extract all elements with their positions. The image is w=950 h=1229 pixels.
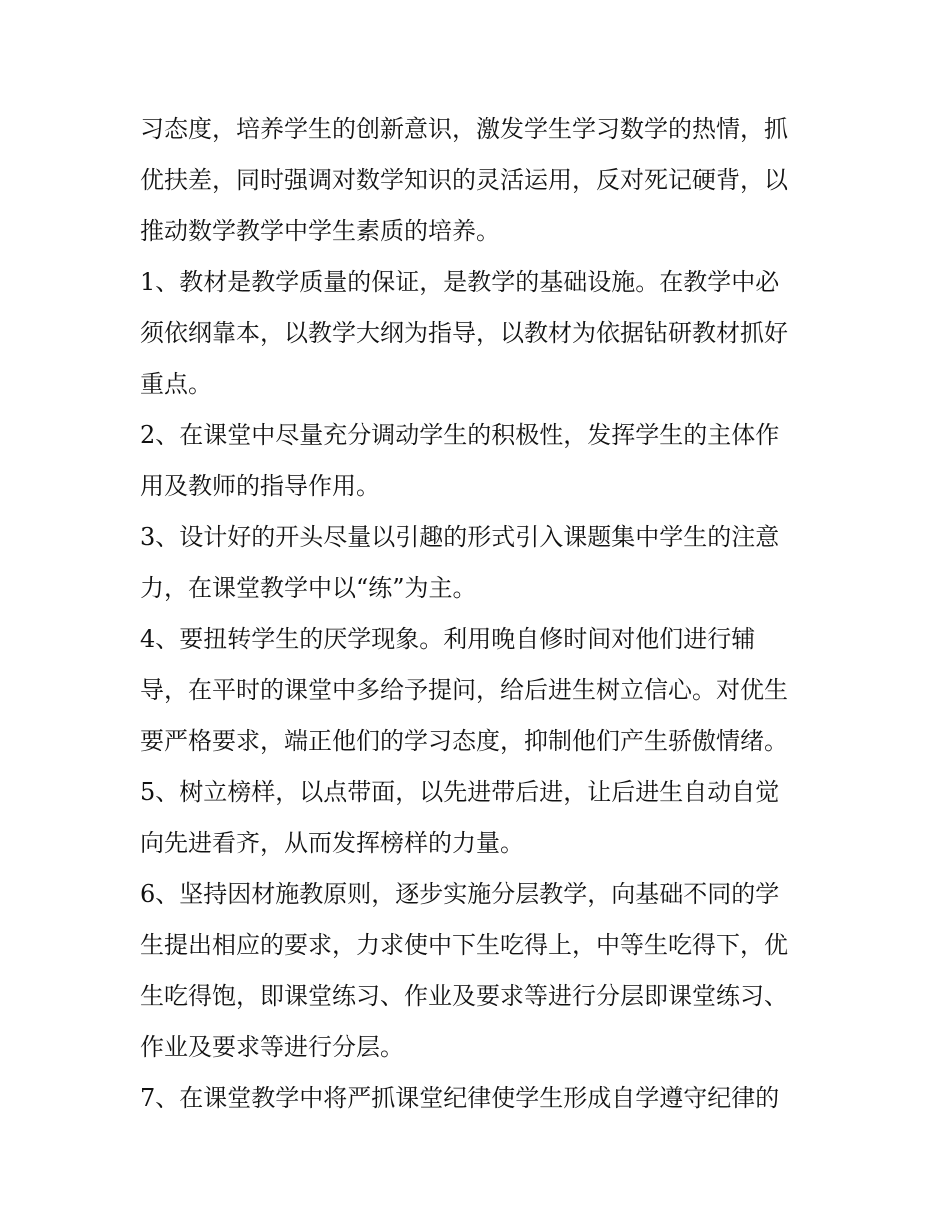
text-line: 2、在课堂中尽量充分调动学生的积极性，发挥学生的主体作 <box>140 421 780 449</box>
text-line: 力，在课堂教学中以“练”为主。 <box>140 574 477 602</box>
text-line: 1、教材是教学质量的保证，是教学的基础设施。在教学中必 <box>140 268 780 296</box>
text-line: 须依纲靠本，以教学大纲为指导，以教材为依据钻研教材抓好 <box>140 319 788 347</box>
text-line: 3、设计好的开头尽量以引趣的形式引入课题集中学生的注意 <box>140 523 780 551</box>
text-line: 重点。 <box>140 370 212 398</box>
text-line: 4、要扭转学生的厌学现象。利用晚自修时间对他们进行辅 <box>140 625 756 653</box>
text-line: 5、树立榜样，以点带面，以先进带后进，让后进生自动自觉 <box>140 778 780 806</box>
text-line: 要严格要求，端正他们的学习态度，抑制他们产生骄傲情绪。 <box>140 727 788 755</box>
text-line: 生吃得饱，即课堂练习、作业及要求等进行分层即课堂练习、 <box>140 982 788 1010</box>
text-line: 向先进看齐，从而发挥榜样的力量。 <box>140 829 524 857</box>
text-line: 用及教师的指导作用。 <box>140 472 380 500</box>
text-line: 7、在课堂教学中将严抓课堂纪律使学生形成自学遵守纪律的 <box>140 1084 780 1112</box>
text-line: 习态度，培养学生的创新意识，激发学生学习数学的热情，抓 <box>140 115 788 143</box>
text-line: 优扶差，同时强调对数学知识的灵活运用，反对死记硬背，以 <box>140 166 788 194</box>
text-line: 推动数学教学中学生素质的培养。 <box>140 217 500 245</box>
text-line: 作业及要求等进行分层。 <box>140 1033 404 1061</box>
text-line: 导，在平时的课堂中多给予提问，给后进生树立信心。对优生 <box>140 676 788 704</box>
document-body <box>140 104 820 1124</box>
text-line: 6、坚持因材施教原则，逐步实施分层教学，向基础不同的学 <box>140 880 780 908</box>
text-line: 生提出相应的要求，力求使中下生吃得上，中等生吃得下，优 <box>140 931 788 959</box>
